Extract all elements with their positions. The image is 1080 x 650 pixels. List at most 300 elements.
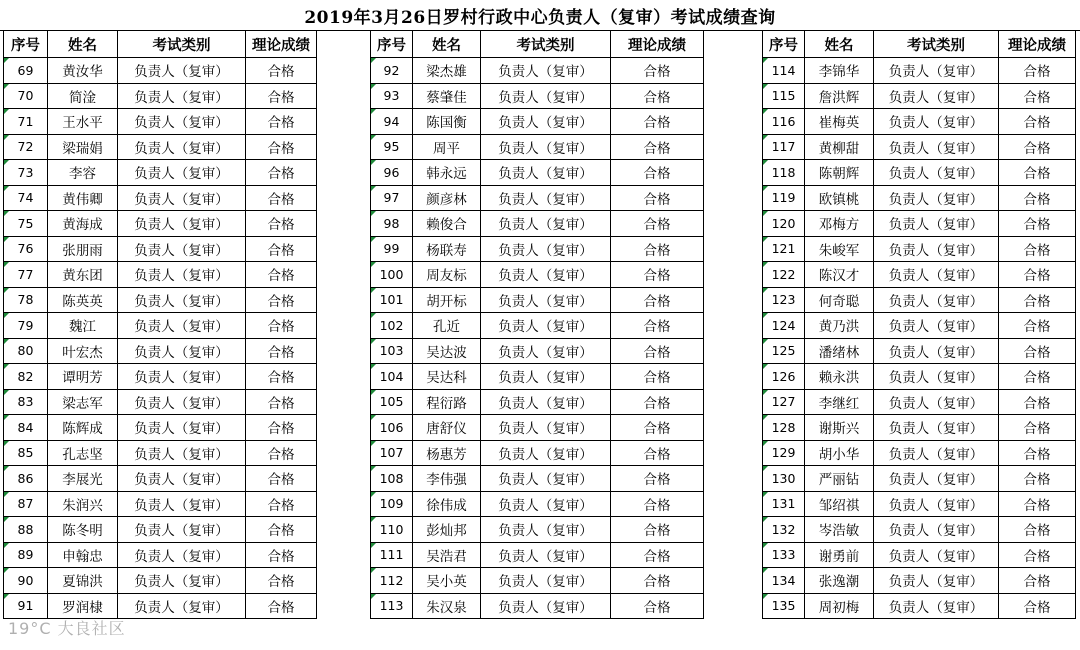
score-cell[interactable]: 合格 [999,287,1076,313]
category-cell[interactable]: 负责人（复审） [481,364,611,390]
category-cell[interactable]: 负责人（复审） [874,185,999,211]
category-cell[interactable]: 负责人（复审） [874,389,999,415]
score-cell[interactable]: 合格 [999,160,1076,186]
score-cell[interactable]: 合格 [246,568,317,594]
name-cell[interactable]: 蔡肇佳 [413,83,481,109]
table-row [4,313,317,339]
row-number-cell[interactable]: 87 [4,491,48,517]
name-cell[interactable]: 梁瑞娟 [48,134,118,160]
category-cell[interactable]: 负责人（复审） [874,262,999,288]
score-cell[interactable]: 合格 [246,517,317,543]
category-cell[interactable]: 负责人（复审） [874,313,999,339]
category-cell[interactable]: 负责人（复审） [118,415,246,441]
row-number-cell[interactable]: 99 [371,236,413,262]
name-cell[interactable]: 周友标 [413,262,481,288]
score-cell[interactable]: 合格 [246,491,317,517]
category-cell[interactable]: 负责人（复审） [481,134,611,160]
score-cell[interactable]: 合格 [611,236,704,262]
name-cell[interactable]: 邓梅方 [805,211,874,237]
name-cell[interactable]: 黄东团 [48,262,118,288]
table-row [4,109,317,135]
row-number-cell[interactable]: 132 [763,517,805,543]
row-number-cell[interactable]: 129 [763,440,805,466]
row-number-cell[interactable]: 116 [763,109,805,135]
row-number-cell[interactable]: 126 [763,364,805,390]
table-row [371,134,704,160]
row-number-cell[interactable]: 69 [4,58,48,84]
name-cell[interactable]: 潘绪林 [805,338,874,364]
score-cell[interactable]: 合格 [999,58,1076,84]
row-number-cell[interactable]: 71 [4,109,48,135]
name-cell[interactable]: 梁杰雄 [413,58,481,84]
table-row [4,491,317,517]
category-cell[interactable]: 负责人（复审） [118,491,246,517]
category-cell[interactable]: 负责人（复审） [481,568,611,594]
category-cell[interactable]: 负责人（复审） [118,58,246,84]
category-cell[interactable]: 负责人（复审） [481,236,611,262]
row-number-cell[interactable]: 127 [763,389,805,415]
row-number-cell[interactable]: 70 [4,83,48,109]
category-cell[interactable]: 负责人（复审） [481,415,611,441]
category-cell[interactable]: 负责人（复审） [481,517,611,543]
name-cell[interactable]: 赖俊合 [413,211,481,237]
row-number-cell[interactable]: 108 [371,466,413,492]
name-cell[interactable]: 李锦华 [805,58,874,84]
score-cell[interactable]: 合格 [999,542,1076,568]
row-number-cell[interactable]: 74 [4,185,48,211]
name-cell[interactable]: 崔梅英 [805,109,874,135]
score-cell[interactable]: 合格 [611,466,704,492]
table-row [4,211,317,237]
category-cell[interactable]: 负责人（复审） [481,338,611,364]
score-cell[interactable]: 合格 [611,134,704,160]
row-number-cell[interactable]: 122 [763,262,805,288]
row-number-cell[interactable]: 78 [4,287,48,313]
category-cell[interactable]: 负责人（复审） [118,160,246,186]
name-cell[interactable]: 张朋雨 [48,236,118,262]
score-cell[interactable]: 合格 [611,542,704,568]
header-name: 姓名 [413,31,481,58]
row-number-cell[interactable]: 84 [4,415,48,441]
score-cell[interactable]: 合格 [246,415,317,441]
category-cell[interactable]: 负责人（复审） [118,313,246,339]
row-number-cell[interactable]: 85 [4,440,48,466]
row-number-cell[interactable]: 104 [371,364,413,390]
score-cell[interactable]: 合格 [999,466,1076,492]
score-cell[interactable]: 合格 [611,58,704,84]
category-cell[interactable]: 负责人（复审） [481,593,611,619]
name-cell[interactable]: 颜彦林 [413,185,481,211]
score-cell[interactable]: 合格 [611,568,704,594]
score-cell[interactable]: 合格 [611,389,704,415]
score-cell[interactable]: 合格 [611,491,704,517]
score-cell[interactable]: 合格 [999,440,1076,466]
name-cell[interactable]: 杨联寿 [413,236,481,262]
row-number-cell[interactable]: 100 [371,262,413,288]
table-row [763,134,1076,160]
category-cell[interactable]: 负责人（复审） [481,542,611,568]
category-cell[interactable]: 负责人（复审） [874,593,999,619]
row-number-cell[interactable]: 90 [4,568,48,594]
name-cell[interactable]: 李继红 [805,389,874,415]
name-cell[interactable]: 孔近 [413,313,481,339]
name-cell[interactable]: 李展光 [48,466,118,492]
row-number-cell[interactable]: 101 [371,287,413,313]
category-cell[interactable]: 负责人（复审） [481,58,611,84]
name-cell[interactable]: 胡小华 [805,440,874,466]
row-number-cell[interactable]: 83 [4,389,48,415]
name-cell[interactable]: 欧镇桃 [805,185,874,211]
category-cell[interactable]: 负责人（复审） [118,287,246,313]
category-cell[interactable]: 负责人（复审） [874,466,999,492]
row-number-cell[interactable]: 134 [763,568,805,594]
category-cell[interactable]: 负责人（复审） [118,236,246,262]
name-cell[interactable]: 夏锦洪 [48,568,118,594]
name-cell[interactable]: 吴达科 [413,364,481,390]
row-number-cell[interactable]: 105 [371,389,413,415]
name-cell[interactable]: 罗润棣 [48,593,118,619]
category-cell[interactable]: 负责人（复审） [874,491,999,517]
name-cell[interactable]: 朱汉泉 [413,593,481,619]
name-cell[interactable]: 朱峻军 [805,236,874,262]
category-cell[interactable]: 负责人（复审） [118,211,246,237]
category-cell[interactable]: 负责人（复审） [481,440,611,466]
score-cell[interactable]: 合格 [246,313,317,339]
score-cell[interactable]: 合格 [246,185,317,211]
category-cell[interactable]: 负责人（复审） [874,338,999,364]
table-row [763,262,1076,288]
category-cell[interactable]: 负责人（复审） [874,58,999,84]
row-number-cell[interactable]: 75 [4,211,48,237]
category-cell[interactable]: 负责人（复审） [118,185,246,211]
table-row [371,262,704,288]
score-cell[interactable]: 合格 [246,134,317,160]
score-cell[interactable]: 合格 [999,313,1076,339]
table-row [4,389,317,415]
name-cell[interactable]: 黄乃洪 [805,313,874,339]
category-cell[interactable]: 负责人（复审） [118,568,246,594]
table-row [763,466,1076,492]
row-number-cell[interactable]: 124 [763,313,805,339]
row-number-cell[interactable]: 95 [371,134,413,160]
name-cell[interactable]: 张逸潮 [805,568,874,594]
name-cell[interactable]: 周平 [413,134,481,160]
results-table-1 [3,30,317,619]
score-cell[interactable]: 合格 [246,287,317,313]
score-cell[interactable]: 合格 [999,491,1076,517]
row-number-cell[interactable]: 120 [763,211,805,237]
category-cell[interactable]: 负责人（复审） [481,83,611,109]
table-row [371,236,704,262]
score-cell[interactable]: 合格 [611,160,704,186]
score-cell[interactable]: 合格 [999,593,1076,619]
row-number-cell[interactable]: 88 [4,517,48,543]
row-number-cell[interactable]: 110 [371,517,413,543]
row-number-cell[interactable]: 79 [4,313,48,339]
header-name: 姓名 [805,31,874,58]
table-row [371,58,704,84]
row-number-cell[interactable]: 102 [371,313,413,339]
category-cell[interactable]: 负责人（复审） [481,287,611,313]
name-cell[interactable]: 杨惠芳 [413,440,481,466]
score-cell[interactable]: 合格 [246,262,317,288]
table-row [371,338,704,364]
row-number-cell[interactable]: 96 [371,160,413,186]
category-cell[interactable]: 负责人（复审） [874,415,999,441]
table-row [371,313,704,339]
score-cell[interactable]: 合格 [246,440,317,466]
score-cell[interactable]: 合格 [611,287,704,313]
category-cell[interactable]: 负责人（复审） [118,109,246,135]
category-cell[interactable]: 负责人（复审） [118,83,246,109]
score-cell[interactable]: 合格 [999,236,1076,262]
table-row [371,287,704,313]
category-cell[interactable]: 负责人（复审） [874,542,999,568]
score-cell[interactable]: 合格 [611,211,704,237]
name-cell[interactable]: 简淦 [48,83,118,109]
row-number-cell[interactable]: 113 [371,593,413,619]
name-cell[interactable]: 黄柳甜 [805,134,874,160]
category-cell[interactable]: 负责人（复审） [481,185,611,211]
row-number-cell[interactable]: 76 [4,236,48,262]
category-cell[interactable]: 负责人（复审） [481,109,611,135]
score-cell[interactable]: 合格 [246,109,317,135]
row-number-cell[interactable]: 135 [763,593,805,619]
name-cell[interactable]: 谢斯兴 [805,415,874,441]
score-cell[interactable]: 合格 [999,134,1076,160]
name-cell[interactable]: 唐舒仪 [413,415,481,441]
name-cell[interactable]: 岑浩敏 [805,517,874,543]
name-cell[interactable]: 何奇聪 [805,287,874,313]
name-cell[interactable]: 吴浩君 [413,542,481,568]
score-cell[interactable]: 合格 [246,542,317,568]
category-cell[interactable]: 负责人（复审） [481,160,611,186]
name-cell[interactable]: 韩永远 [413,160,481,186]
category-cell[interactable]: 负责人（复审） [118,517,246,543]
category-cell[interactable]: 负责人（复审） [874,211,999,237]
name-cell[interactable]: 梁志军 [48,389,118,415]
name-cell[interactable]: 陈冬明 [48,517,118,543]
category-cell[interactable]: 负责人（复审） [874,364,999,390]
watermark: 19°C 大良社区 [8,619,126,638]
row-number-cell[interactable]: 103 [371,338,413,364]
name-cell[interactable]: 陈辉成 [48,415,118,441]
name-cell[interactable]: 李容 [48,160,118,186]
category-cell[interactable]: 负责人（复审） [481,466,611,492]
name-cell[interactable]: 彭灿邦 [413,517,481,543]
row-number-cell[interactable]: 77 [4,262,48,288]
header-number: 序号 [4,31,48,58]
row-number-cell[interactable]: 73 [4,160,48,186]
score-cell[interactable]: 合格 [999,262,1076,288]
name-cell[interactable]: 胡开标 [413,287,481,313]
table-row [371,185,704,211]
name-cell[interactable]: 陈英英 [48,287,118,313]
row-number-cell[interactable]: 112 [371,568,413,594]
score-cell[interactable]: 合格 [611,338,704,364]
table-row [763,313,1076,339]
score-cell[interactable]: 合格 [999,389,1076,415]
name-cell[interactable]: 吴达波 [413,338,481,364]
score-cell[interactable]: 合格 [999,568,1076,594]
category-cell[interactable]: 负责人（复审） [481,262,611,288]
score-cell[interactable]: 合格 [246,236,317,262]
name-cell[interactable]: 赖永洪 [805,364,874,390]
score-cell[interactable]: 合格 [246,389,317,415]
name-cell[interactable]: 黄汝华 [48,58,118,84]
score-cell[interactable]: 合格 [611,185,704,211]
name-cell[interactable]: 申翰忠 [48,542,118,568]
score-cell[interactable]: 合格 [246,593,317,619]
name-cell[interactable]: 魏江 [48,313,118,339]
header-number: 序号 [763,31,805,58]
category-cell[interactable]: 负责人（复审） [118,338,246,364]
name-cell[interactable]: 周初梅 [805,593,874,619]
table-row [4,568,317,594]
row-number-cell[interactable]: 115 [763,83,805,109]
name-cell[interactable]: 陈汉才 [805,262,874,288]
name-cell[interactable]: 邹绍祺 [805,491,874,517]
row-number-cell[interactable]: 98 [371,211,413,237]
score-cell[interactable]: 合格 [246,364,317,390]
table-row [4,262,317,288]
name-cell[interactable]: 陈国衡 [413,109,481,135]
category-cell[interactable]: 负责人（复审） [481,491,611,517]
score-cell[interactable]: 合格 [611,593,704,619]
score-cell[interactable]: 合格 [246,160,317,186]
category-cell[interactable]: 负责人（复审） [481,211,611,237]
row-number-cell[interactable]: 128 [763,415,805,441]
name-cell[interactable]: 王水平 [48,109,118,135]
row-number-cell[interactable]: 72 [4,134,48,160]
score-cell[interactable]: 合格 [611,517,704,543]
category-cell[interactable]: 负责人（复审） [874,517,999,543]
name-cell[interactable]: 朱润兴 [48,491,118,517]
row-number-cell[interactable]: 109 [371,491,413,517]
name-cell[interactable]: 叶宏杰 [48,338,118,364]
table-row [763,593,1076,619]
score-cell[interactable]: 合格 [611,313,704,339]
name-cell[interactable]: 黄海成 [48,211,118,237]
table-row [763,287,1076,313]
row-number-cell[interactable]: 97 [371,185,413,211]
name-cell[interactable]: 吴小英 [413,568,481,594]
score-cell[interactable]: 合格 [999,517,1076,543]
score-cell[interactable]: 合格 [611,109,704,135]
name-cell[interactable]: 徐伟成 [413,491,481,517]
category-cell[interactable]: 负责人（复审） [481,389,611,415]
row-number-cell[interactable]: 130 [763,466,805,492]
category-cell[interactable]: 负责人（复审） [874,109,999,135]
score-cell[interactable]: 合格 [999,364,1076,390]
row-number-cell[interactable]: 86 [4,466,48,492]
category-cell[interactable]: 负责人（复审） [118,593,246,619]
score-cell[interactable]: 合格 [246,338,317,364]
table-row [763,389,1076,415]
row-number-cell[interactable]: 125 [763,338,805,364]
category-cell[interactable]: 负责人（复审） [874,236,999,262]
row-number-cell[interactable]: 111 [371,542,413,568]
row-number-cell[interactable]: 118 [763,160,805,186]
category-cell[interactable]: 负责人（复审） [481,313,611,339]
name-cell[interactable]: 詹洪辉 [805,83,874,109]
row-number-cell[interactable]: 89 [4,542,48,568]
name-cell[interactable]: 孔志坚 [48,440,118,466]
category-cell[interactable]: 负责人（复审） [874,440,999,466]
score-cell[interactable]: 合格 [246,83,317,109]
name-cell[interactable]: 陈朝辉 [805,160,874,186]
row-number-cell[interactable]: 93 [371,83,413,109]
table-row [371,568,704,594]
score-cell[interactable]: 合格 [246,466,317,492]
category-cell[interactable]: 负责人（复审） [118,364,246,390]
row-number-cell[interactable]: 114 [763,58,805,84]
score-cell[interactable]: 合格 [999,109,1076,135]
category-cell[interactable]: 负责人（复审） [118,440,246,466]
category-cell[interactable]: 负责人（复审） [118,262,246,288]
table-row [763,364,1076,390]
score-cell[interactable]: 合格 [611,440,704,466]
score-cell[interactable]: 合格 [999,185,1076,211]
score-cell[interactable]: 合格 [999,211,1076,237]
category-cell[interactable]: 负责人（复审） [118,466,246,492]
row-number-cell[interactable]: 91 [4,593,48,619]
table-row [4,160,317,186]
row-number-cell[interactable]: 107 [371,440,413,466]
score-cell[interactable]: 合格 [611,415,704,441]
row-number-cell[interactable]: 94 [371,109,413,135]
category-cell[interactable]: 负责人（复审） [874,568,999,594]
row-number-cell[interactable]: 133 [763,542,805,568]
score-cell[interactable]: 合格 [611,83,704,109]
category-cell[interactable]: 负责人（复审） [874,160,999,186]
table-row [371,364,704,390]
name-cell[interactable]: 谢勇前 [805,542,874,568]
row-number-cell[interactable]: 92 [371,58,413,84]
row-number-cell[interactable]: 131 [763,491,805,517]
name-cell[interactable]: 程衍路 [413,389,481,415]
score-cell[interactable]: 合格 [246,58,317,84]
row-number-cell[interactable]: 117 [763,134,805,160]
category-cell[interactable]: 负责人（复审） [874,134,999,160]
row-number-cell[interactable]: 119 [763,185,805,211]
category-cell[interactable]: 负责人（复审） [118,542,246,568]
score-cell[interactable]: 合格 [999,415,1076,441]
row-number-cell[interactable]: 80 [4,338,48,364]
score-cell[interactable]: 合格 [999,338,1076,364]
name-cell[interactable]: 李伟强 [413,466,481,492]
table-row [763,83,1076,109]
row-number-cell[interactable]: 106 [371,415,413,441]
score-cell[interactable]: 合格 [999,83,1076,109]
name-cell[interactable]: 谭明芳 [48,364,118,390]
score-cell[interactable]: 合格 [611,262,704,288]
category-cell[interactable]: 负责人（复审） [118,389,246,415]
name-cell[interactable]: 黄伟卿 [48,185,118,211]
table-row [763,542,1076,568]
name-cell[interactable]: 严丽钻 [805,466,874,492]
category-cell[interactable]: 负责人（复审） [874,287,999,313]
category-cell[interactable]: 负责人（复审） [118,134,246,160]
row-number-cell[interactable]: 82 [4,364,48,390]
results-table-3 [762,30,1076,619]
score-cell[interactable]: 合格 [246,211,317,237]
category-cell[interactable]: 负责人（复审） [874,83,999,109]
table-row [371,491,704,517]
score-cell[interactable]: 合格 [611,364,704,390]
row-number-cell[interactable]: 121 [763,236,805,262]
row-number-cell[interactable]: 123 [763,287,805,313]
